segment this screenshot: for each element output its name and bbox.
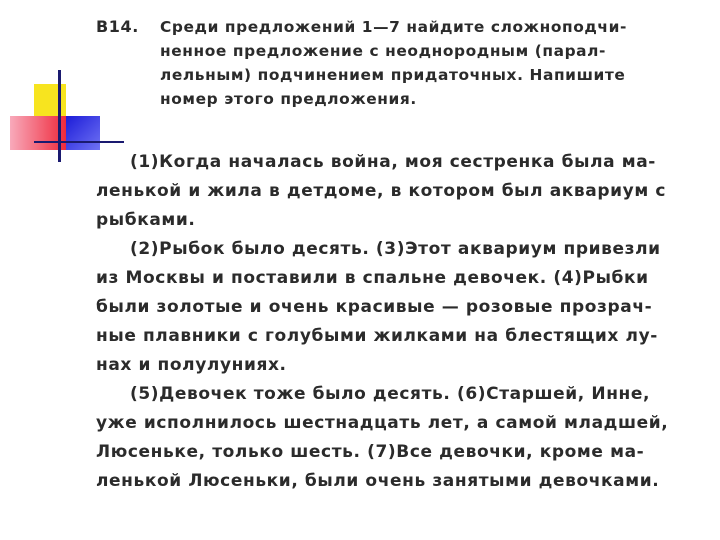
- text-line: из Москвы и поставили в спальне девочек. (4)Рыбки: [96, 268, 649, 288]
- text-line: уже исполнилось шестнадцать лет, а самой младшей,: [96, 413, 669, 433]
- source-text: [0, 148, 720, 491]
- text-line: (1)Когда началась война, моя сестренка была ма-: [130, 152, 656, 172]
- text-line: (5)Девочек тоже было десять. (6)Старшей, Инне,: [130, 384, 651, 404]
- text-line: Люсеньке, только шесть. (7)Все девочки, кроме ма-: [96, 442, 645, 462]
- task-line: Среди предложений 1—7 найдите сложноподчи-: [160, 18, 627, 36]
- task-line: ненное предложение с неоднородным (парал-: [160, 42, 607, 60]
- text-line: ленькой Люсеньки, были очень занятыми девочками.: [96, 471, 660, 491]
- text-line: нах и полулуниях.: [96, 355, 287, 375]
- text-line: ленькой и жила в детдоме, в котором был аквариум с: [96, 181, 667, 201]
- task-line: лельным) подчинением придаточных. Напишите: [160, 66, 626, 84]
- task-line: номер этого предложения.: [160, 90, 417, 108]
- text-line: были золотые и очень красивые — розовые прозрач-: [96, 297, 653, 317]
- task-block: [0, 15, 720, 125]
- text-line: ные плавники с голубыми жилками на блестящих лу-: [96, 326, 658, 346]
- text-line: рыбками.: [96, 210, 196, 230]
- text-line: (2)Рыбок было десять. (3)Этот аквариум привезли: [130, 239, 661, 259]
- decorative-horizontal-line: [34, 141, 124, 143]
- task-label: В14.: [96, 17, 139, 36]
